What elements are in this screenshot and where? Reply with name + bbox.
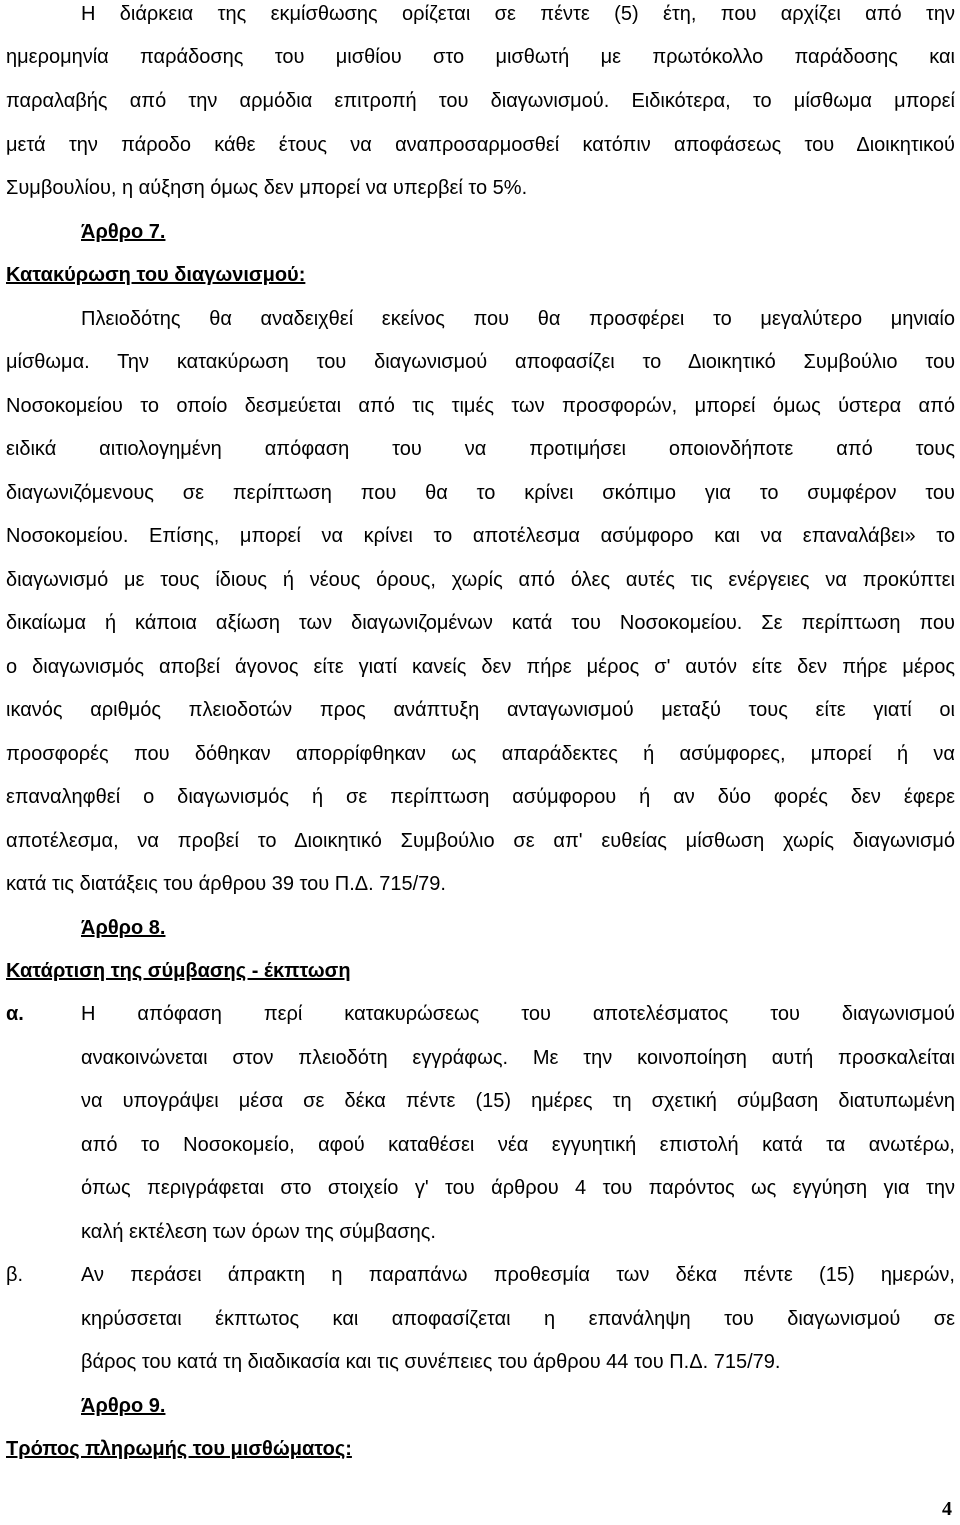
article-7-line-6: Νοσοκομείου. Επίσης, μπορεί να κρίνει το αποτέλεσμα ασύμφορο και να επαναλάβει» το [6,525,955,547]
item-a-line-4: από το Νοσοκομείο, αφού καταθέσει νέα εγγυητική επιστολή κατά τα ανωτέρω, [81,1134,955,1156]
article-7-line-4: ειδικά αιτιολογημένη απόφαση του να προτιμήσει οποιονδήποτε από τους [6,438,955,460]
article-7-line-1: Πλειοδότης θα αναδειχθεί εκείνος που θα προσφέρει το μεγαλύτερο μηνιαίο [81,308,955,330]
intro-line-2: ημερομηνία παράδοσης του μισθίου στο μισθωτή με πρωτόκολλο παράδοσης και [6,46,955,68]
article-8-heading: Άρθρο 8. [81,917,166,939]
item-a-line-3: να υπογράψει μέσα σε δέκα πέντε (15) ημέρες τη σχετική σύμβαση διατυπωμένη [81,1090,955,1112]
article-7-line-7: διαγωνισμό με τους ίδιους ή νέους όρους, χωρίς από όλες αυτές τις ενέργειες να προκύπτει [6,569,955,591]
intro-line-5: Συμβουλίου, η αύξηση όμως δεν μπορεί να υπερβεί το 5%. [6,177,528,199]
intro-line-4: μετά την πάροδο κάθε έτους να αναπροσαρμοσθεί κατόπιν αποφάσεως του Διοικητικού [6,134,955,156]
item-a-line-2: ανακοινώνεται στον πλειοδότη εγγράφως. Με την κοινοποίηση αυτή προσκαλείται [81,1047,955,1069]
item-b-label: β. [6,1264,24,1286]
article-7-line-5: διαγωνιζόμενους σε περίπτωση που θα το κρίνει σκόπιμο για το συμφέρον του [6,482,955,504]
article-7-title: Κατακύρωση του διαγωνισμού: [6,264,306,286]
article-7-heading: Άρθρο 7. [81,221,166,243]
article-7-line-3: Νοσοκομείου το οποίο δεσμεύεται από τις τιμές των προσφορών, μπορεί όμως ύστερα από [6,395,955,417]
article-7-line-8: δικαίωμα ή κάποια αξίωση των διαγωνιζομένων κατά του Νοσοκομείου. Σε περίπτωση που [6,612,955,634]
article-7-line-10: ικανός αριθμός πλειοδοτών προς ανάπτυξη ανταγωνισμού μεταξύ τους είτε γιατί οι [6,699,955,721]
article-7-line-13: αποτέλεσμα, να προβεί το Διοικητικό Συμβούλιο σε απ' ευθείας μίσθωση χωρίς διαγωνισμό [6,830,955,852]
article-7-line-12: επαναληφθεί ο διαγωνισμός ή σε περίπτωση ασύμφορου ή αν δύο φορές δεν έφερε [6,786,955,808]
intro-line-1: Η διάρκεια της εκμίσθωσης ορίζεται σε πέντε (5) έτη, που αρχίζει από την [81,3,955,25]
article-7-line-9: ο διαγωνισμός αποβεί άγονος είτε γιατί κανείς δεν πήρε μέρος σ' αυτόν είτε δεν πήρε μέρος [6,656,955,678]
item-b-line-1: Αν περάσει άπρακτη η παραπάνω προθεσμία των δέκα πέντε (15) ημερών, [81,1264,955,1286]
item-b-line-2: κηρύσσεται έκπτωτος και αποφασίζεται η επανάληψη του διαγωνισμού σε [81,1308,955,1330]
page-number: 4 [942,1498,952,1520]
intro-line-3: παραλαβής από την αρμόδια επιτροπή του διαγωνισμού. Ειδικότερα, το μίσθωμα μπορεί [6,90,955,112]
item-a-line-6: καλή εκτέλεση των όρων της σύμβασης. [81,1221,436,1243]
article-7-line-2: μίσθωμα. Την κατακύρωση του διαγωνισμού αποφασίζει το Διοικητικό Συμβούλιο του [6,351,955,373]
article-7-line-14: κατά τις διατάξεις του άρθρου 39 του Π.Δ. 715/79. [6,873,446,895]
article-9-title: Τρόπος πληρωμής του μισθώματος: [6,1438,352,1460]
item-a-line-1: Η απόφαση περί κατακυρώσεως του αποτελέσματος του διαγωνισμού [81,1003,955,1025]
article-7-line-11: προσφορές που δόθηκαν απορρίφθηκαν ως απαράδεκτες ή ασύμφορες, μπορεί ή να [6,743,955,765]
item-a-line-5: όπως περιγράφεται στο στοιχείο γ' του άρθρου 4 του παρόντος ως εγγύηση για την [81,1177,955,1199]
item-b-line-3: βάρος του κατά τη διαδικασία και τις συνέπειες του άρθρου 44 του Π.Δ. 715/79. [81,1351,781,1373]
item-a-label: α. [6,1003,24,1025]
article-9-heading: Άρθρο 9. [81,1395,166,1417]
article-8-title: Κατάρτιση της σύμβασης - έκπτωση [6,960,351,982]
